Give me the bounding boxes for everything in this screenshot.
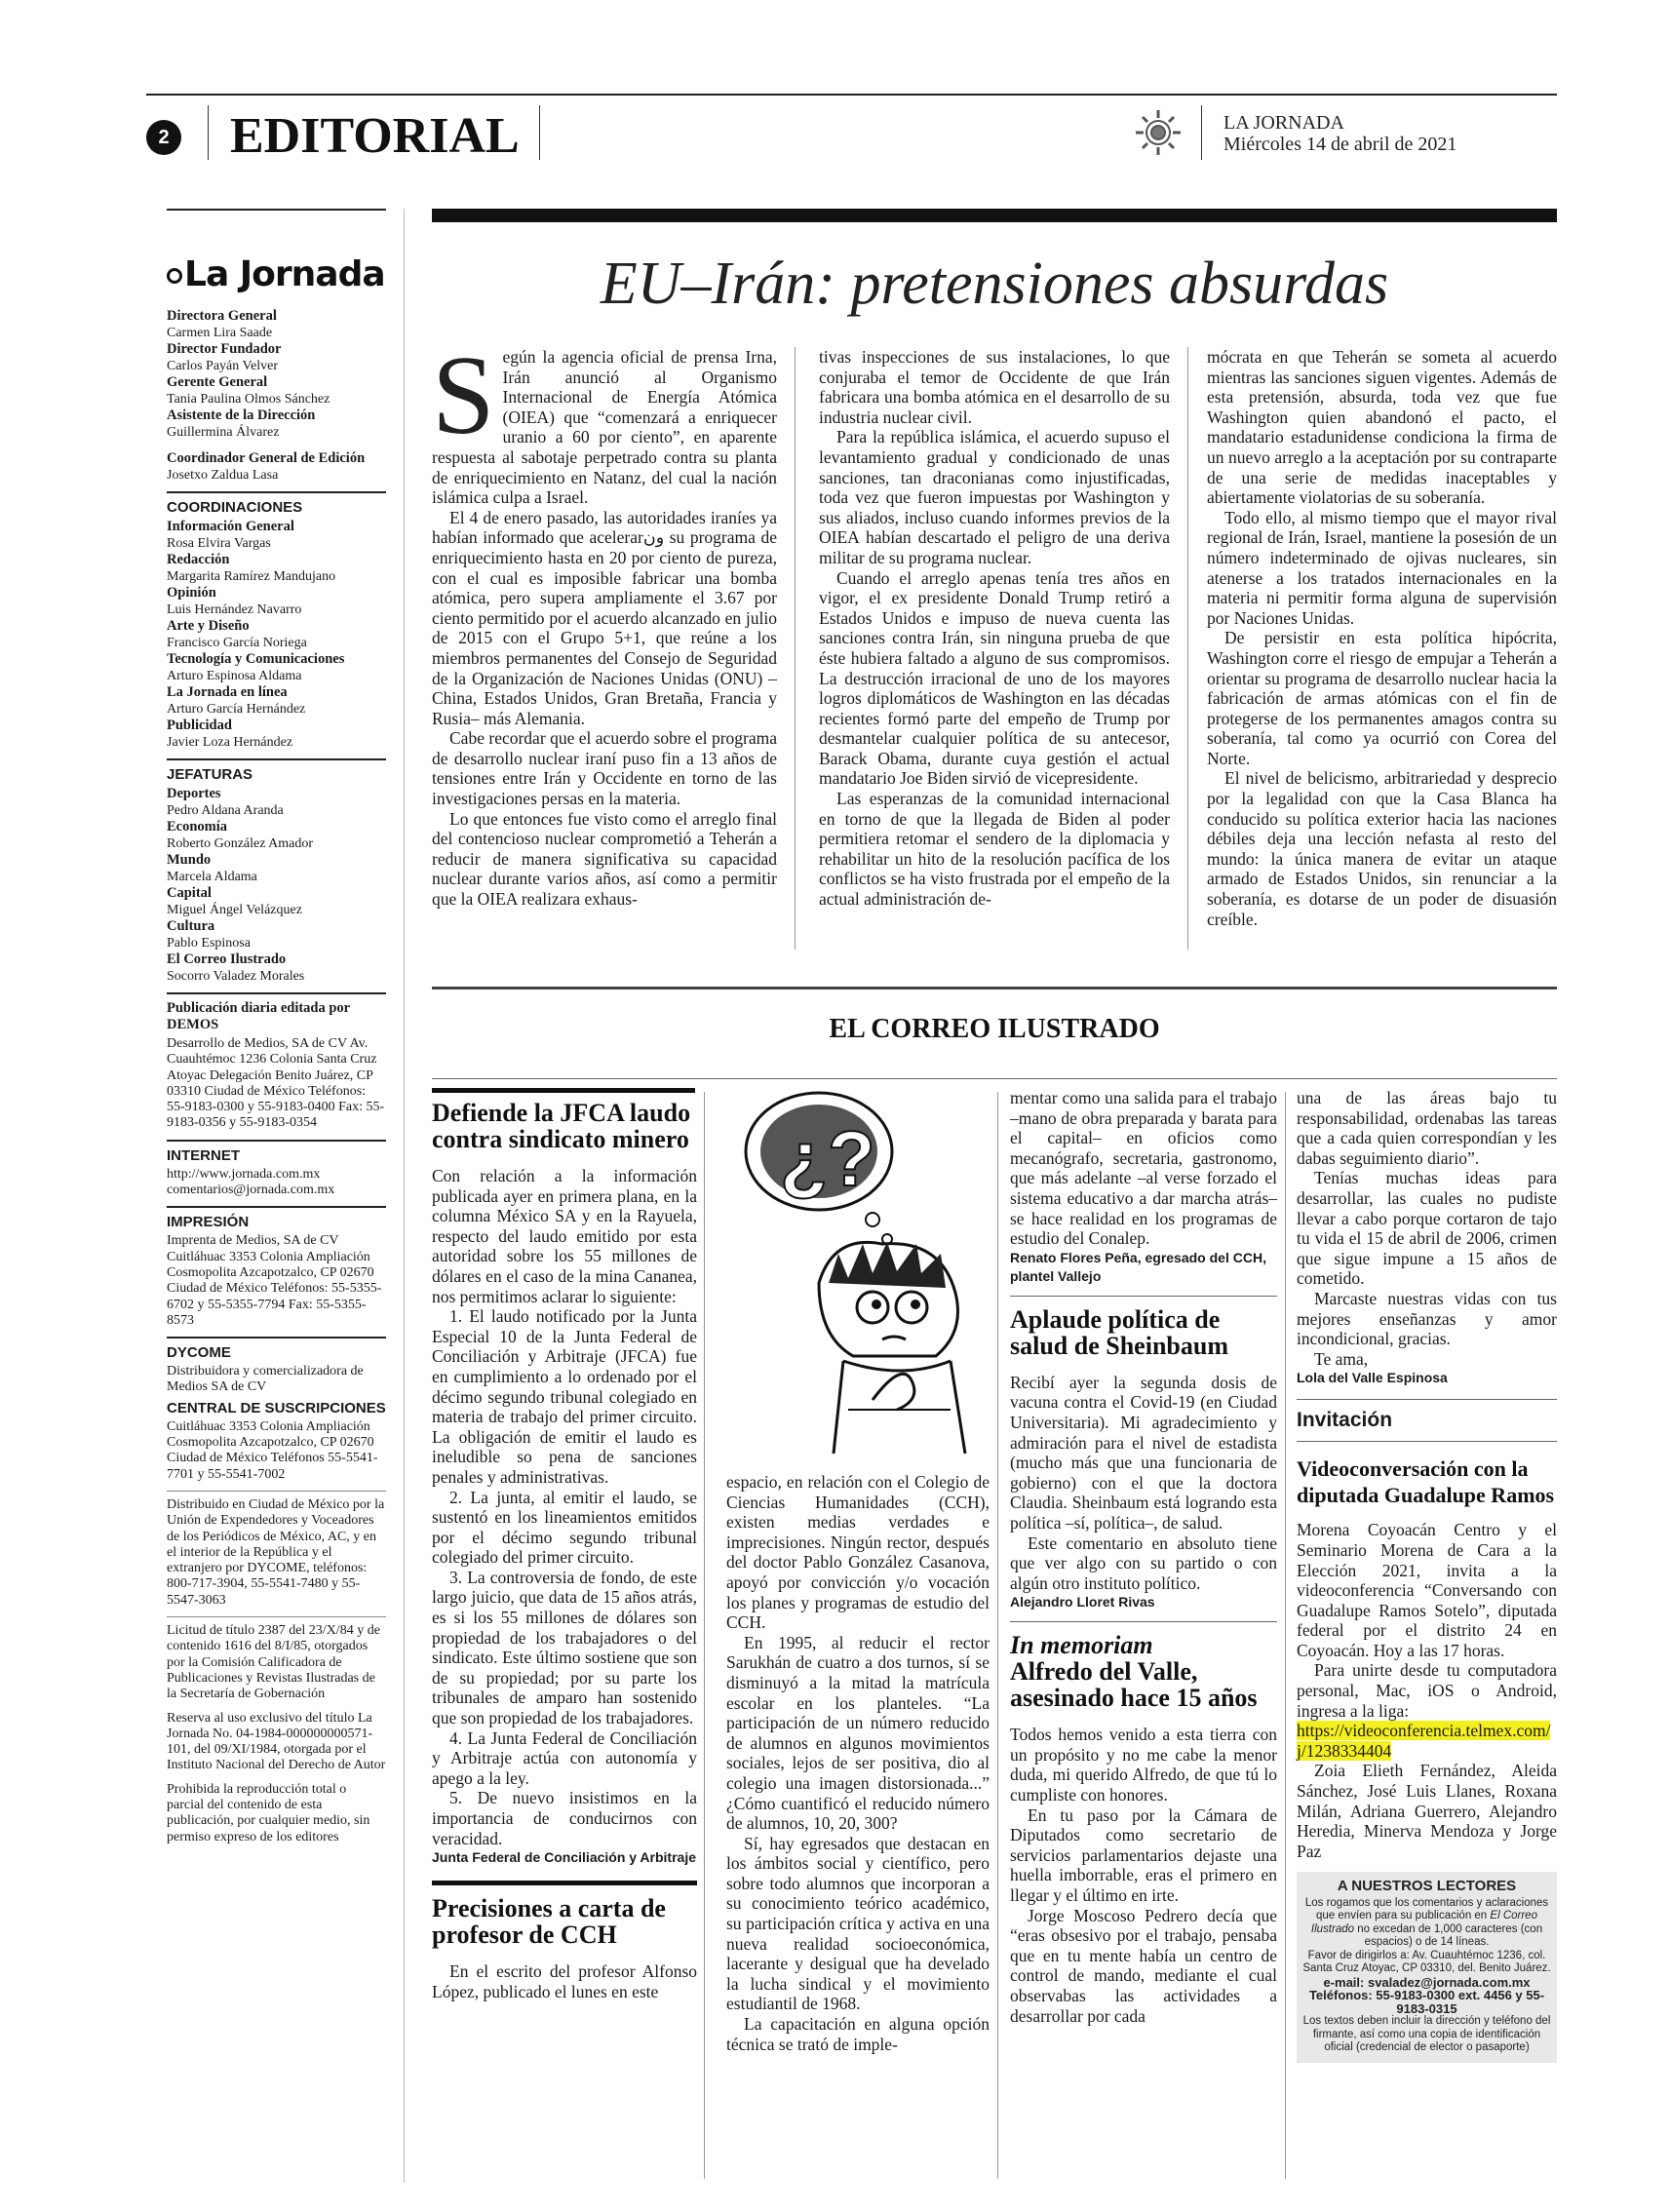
- staff-name: Socorro Valadez Morales: [167, 969, 305, 984]
- paragraph: En 1995, al reducir el rector Sarukhán de cuatro a dos turnos, sí se disminuyó a la mitad la matrícula escolar en los planteles. “La participación de un número reducido de alumnos en algunos movimientos sociales, lejos de ser positiva, dio al colegio una imagen distorsionada...” ¿Cómo cuantificó el reducido número de alumnos, 10, 20, 300?: [726, 1632, 990, 1834]
- staff-name: Guillermina Álvarez: [167, 425, 280, 440]
- invitacion-p1: Morena Coyoacán Centro y el Seminario Morena de Cara a la Elección 2021, invita a la videoconferencia “Conversando con Guadalupe Ramos Sotelo”, diputada federal por el distrito 24 en Coyoacán. Hoy a las 17 horas.: [1297, 1520, 1557, 1660]
- staff-name: Arturo García Hernández: [167, 702, 306, 717]
- jornada-logo: La Jornada: [167, 255, 386, 294]
- staff-role: Deportes: [167, 786, 221, 801]
- distribucion-text: Distribuido en Ciudad de México por la Unión de Expendedores y Voceadores de los Periódicos de México, AC, y en el interior de la República y el extranjero por DYCOME, teléfonos: 800-717-3904, 55-5541-7480 y 55-5547-3063: [167, 1496, 385, 1608]
- staff-name: Margarita Ramírez Mandujano: [167, 569, 336, 584]
- paragraph: Marcaste nuestras vidas con tus mejores enseñanzas y amor incondicional, gracias.: [1297, 1288, 1557, 1349]
- paragraph: 5. De nuevo insistimos en la importancia de conducirnos con veracidad.: [432, 1788, 697, 1848]
- staff-name: Carlos Payán Velver: [167, 359, 279, 373]
- paragraph: 1. El laudo notificado por la Junta Especial 10 de la Junta Federal de Conciliación y Arbitraje (JFCA) fue en cumplimiento a lo ordenado por el décimo segundo tribunal colegiado en materia de trabajo del primer circuito. La obligación de emitir el laudo es ineludible so pena de sanciones penales y administrativas.: [432, 1306, 697, 1487]
- invitacion-p3: Zoia Elieth Fernández, Aleida Sánchez, José Luis Llanes, Roxana Milán, Adriana Guerrero, Alejandro Heredia, Minerva Mendoza y Jorge Paz: [1297, 1761, 1557, 1861]
- page-number: 2: [158, 126, 170, 148]
- paragraph: 2. La junta, al emitir el laudo, se sustentó en los lineamientos emitidos por el décimo segundo tribunal colegiado del primer circuito.: [432, 1487, 697, 1568]
- videoconference-link[interactable]: https://videoconferencia.telmex.com/j/1238334404: [1297, 1721, 1551, 1761]
- paragraph: La capacitación en alguna opción técnica se trató de imple-: [726, 2014, 990, 2054]
- staff-name: Javier Loza Hernández: [167, 735, 293, 750]
- paragraph: espacio, en relación con el Colegio de Ciencias Humanidades (CCH), existen medias verdades e imprecisiones. Ningún rector, después del doctor Pablo González Casanova, apoyó por convicción y/o vocación los planes y programas de estudio del CCH.: [726, 1472, 990, 1633]
- paragraph: De persistir en esta política hipócrita, Washington corre el riesgo de empujar a Teherán a orientar su programa de desarrollo nuclear hacia la fabricación de armas atómicas con el fin de protegerse de los permanentes amagos contra su soberanía, tal como ya ocurrió con Corea del Norte.: [1207, 628, 1557, 768]
- letter2-signature: Renato Flores Peña, egresado del CCH, plantel Vallejo: [1010, 1249, 1266, 1284]
- staff-role: Opinión: [167, 585, 216, 601]
- issue-date: Miércoles 14 de abril de 2021: [1223, 134, 1457, 155]
- licitud-text: Licitud de título 2387 del 23/X/84 y de contenido 1616 del 8/I/85, otorgados por la Comisión Calificadora de Publicaciones y Revistas Ilustradas de la Secretaría de Gobernación: [167, 1623, 380, 1702]
- staff-name: Pedro Aldana Aranda: [167, 803, 284, 818]
- impresion-heading: IMPRESIÓN: [167, 1206, 386, 1230]
- staff-role: La Jornada en línea: [167, 684, 288, 700]
- staff-name: Arturo Espinosa Aldama: [167, 669, 302, 683]
- staff-name: Luis Hernández Navarro: [167, 602, 302, 617]
- paragraph: Recibí ayer la segunda dosis de vacuna contra el Covid-19 (en Ciudad Universitaria). Mi agradecimiento y admiración para el nivel de estadista (mucho más que una funcionaria de gobierno) con el que la doctora Claudia. Sheinbaum está logrando esta política –sí, política–, de salud.: [1010, 1372, 1277, 1533]
- editorial-title: EU–Irán: pretensiones absurdas: [600, 251, 1389, 317]
- cartoon-illustration: [726, 1088, 990, 1458]
- staff-role: Redacción: [167, 552, 230, 567]
- coordinaciones-heading: COORDINACIONES: [167, 491, 386, 516]
- paragraph: Todos hemos venido a esta tierra con un propósito y no me cabe la menor duda, mi querido Alfredo, de que tú lo cumpliste con honores.: [1010, 1725, 1277, 1805]
- editorial-col-2: [819, 347, 1170, 910]
- masthead: [167, 255, 386, 1845]
- paragraph: Cuando el arreglo apenas tenía tres años en vigor, el ex presidente Donald Trump retiró a Estados Unidos e impuso de nueva cuenta las sanciones contra Irán, sin ninguna prueba de que éste hubiera faltado a alguno de sus compromisos. La destrucción irracional de uno de los mayores logros diplomáticos de Washington en las décadas recientes formó parte del empeño de Trump por desmantelar cualquier política de su antecesor, Barack Obama, durante cuya gestión el actual mandatario Joe Biden sirvió de vicepresidente.: [819, 567, 1170, 789]
- staff-role: Directora General: [167, 308, 277, 324]
- paragraph: 4. La Junta Federal de Conciliación y Arbitraje actúa con autonomía y apego a la ley.: [432, 1727, 697, 1788]
- suscripciones-text: Cuitláhuac 3353 Colonia Ampliación Cosmopolita Azcapotzalco, CP 02670 Ciudad de México Teléfonos 55-5541-7701 y 55-5541-7002: [167, 1418, 378, 1482]
- letter3-signature: Alejandro Lloret Rivas: [1010, 1594, 1155, 1610]
- staff-name: Tania Paulina Olmos Sánchez: [167, 392, 330, 407]
- drop-cap: S: [432, 333, 495, 458]
- lectores-title: A NUESTROS LECTORES: [1337, 1878, 1517, 1894]
- staff-role: Tecnología y Comunicaciones: [167, 651, 345, 667]
- invitacion-p2: Para unirte desde tu computadora personal, Mac, iOS o Android, ingresa a la liga:: [1297, 1660, 1557, 1721]
- internet-heading: INTERNET: [167, 1140, 386, 1164]
- staff-name: Roberto González Amador: [167, 836, 314, 851]
- dycome-heading: DYCOME: [167, 1337, 386, 1361]
- editorial-col-3: [1207, 347, 1557, 929]
- page-number-badge: [146, 120, 181, 155]
- jornada-sun-icon: [1133, 107, 1184, 158]
- staff-role: Capital: [167, 885, 212, 901]
- lectores-phones: Teléfonos: 55-9183-0300 ext. 4456 y 55-9183-0315: [1308, 1988, 1545, 2016]
- letter3-headline: Aplaude política de salud de Sheinbaum: [1010, 1304, 1228, 1360]
- impresion-text: Imprenta de Medios, SA de CV Cuitláhuac 3353 Colonia Ampliación Cosmopolita Azcapotzalco, CP 02670 Ciudad de México Teléfonos: 55-5355-6702 y 55-5355-7794 Fax: 55-5355-8573: [167, 1233, 382, 1328]
- letter2-paragraph: En el escrito del profesor Alfonso López, publicado el lunes en este: [432, 1961, 697, 2001]
- letter4-signature: Lola del Valle Espinosa: [1297, 1370, 1448, 1386]
- editorial-col-1: [432, 333, 777, 910]
- demos-heading: Publicación diaria editada por DEMOS: [167, 992, 386, 1033]
- top-rule: [146, 94, 1557, 96]
- paragraph: Este comentario en absoluto tiene que ver algo con su partido o con algún otro instituto político.: [1010, 1533, 1277, 1593]
- editorial-top-bar: [432, 209, 1557, 222]
- staff-role: Gerente General: [167, 374, 268, 390]
- invitacion-label: Invitación: [1297, 1409, 1393, 1432]
- logo-mark-icon: [167, 268, 182, 284]
- paragraph: una de las áreas bajo tu responsabilidad, ordenabas las tareas que a cada quien correspondían y les dabas seguimiento diario”.: [1297, 1088, 1557, 1168]
- letter4-headline: Alfredo del Valle, asesinado hace 15 años: [1010, 1657, 1258, 1713]
- letter2-headline: Precisiones a carta de profesor de CCH: [432, 1894, 666, 1950]
- dycome-text: Distribuidora y comercializadora de Medios SA de CV: [167, 1364, 364, 1395]
- staff-name: Marcela Aldama: [167, 870, 257, 884]
- paragraph: Para la república islámica, el acuerdo supuso el levantamiento gradual y condicionado de unas sanciones, tan draconianas como injustificadas, toda vez que fueron impuestas por Washington y sus aliados, incluso cuando informes previos de la OIEA habían descartado el peligro de una deriva militar de su programa nuclear.: [819, 427, 1170, 567]
- paragraph: El nivel de belicismo, arbitrariedad y desprecio por la legalidad con que la Casa Blanca ha conducido su política exterior hacia las naciones débiles deja una lección nefasta al resto del mundo: la única manera de evitar un ataque armado de Estados Unidos, sin renunciar a la soberanía, es dotarse de un poder de disuasión creíble.: [1207, 768, 1557, 929]
- staff-role: Información General: [167, 519, 294, 534]
- staff-name: Rosa Elvira Vargas: [167, 536, 271, 551]
- letter4-headline-italic: In memoriam: [1010, 1631, 1153, 1660]
- paragraph: El 4 de enero pasado, las autoridades iraníes ya habían informado que acelerarون su programa de enriquecimiento hasta en 20 por ciento de pureza, con el cual es imposible fabricar una bomba atómica, pero supera ampliamente el 3.67 por ciento permitido por el acuerdo alcanzado en julio de 2015 con el Grupo 5+1, que reúne a los miembros permanentes del Consejo de Seguridad de la Organización de Naciones Unidas (ONU) –China, Estados Unidos, Gran Bretaña, Francia y Rusia– más Alemania.: [432, 507, 777, 728]
- section-title: EDITORIAL: [230, 108, 520, 164]
- coord-role: Coordinador General de Edición: [167, 450, 366, 466]
- paragraph: En tu paso por la Cámara de Diputados como secretario de servicios parlamentarios dejaste una huella imborrable, eras el primero en llegar y el último en irte.: [1010, 1805, 1277, 1906]
- paragraph: 3. La controversia de fondo, de este largo juicio, que data de 15 años atrás, es si los 55 millones de dólares son propiedad de los trabajadores o del sindicato. Este último sostiene que son de su propiedad; por su parte los tribunales de amparo han sostenido que son propiedad de los trabajadores.: [432, 1567, 697, 1728]
- staff-role: Mundo: [167, 852, 212, 868]
- correo-section-title: EL CORREO ILUSTRADO: [829, 1014, 1160, 1044]
- staff-name: Francisco García Noriega: [167, 636, 307, 650]
- paragraph: Te ama,: [1314, 1348, 1369, 1369]
- paragraph: egún la agencia oficial de prensa Irna, Irán anunció al Organismo Internacional de Energía Atómica (OIEA) que “comenzará a enriquecer uranio a 60 por ciento”, en aparente respuesta al sabotaje perpetrado contra su planta de enriquecimiento en Natanz, del cual la nación islámica culpa a Israel.: [432, 347, 777, 508]
- letter2-continued: mentar como una salida para el trabajo –mano de obra preparada y barata para el capital– en oficios como mecanógrafo, secretaria, gastronomo, que más adelante –al verse forzado el sistema educativo a dar marcha atrás– se hace realidad en los programas de estudio del Conalep.: [1010, 1088, 1277, 1249]
- paper-name: LA JORNADA: [1223, 112, 1344, 134]
- letter1-signature: Junta Federal de Conciliación y Arbitraje: [432, 1849, 696, 1866]
- coord-name: Josetxo Zaldua Lasa: [167, 468, 279, 483]
- staff-role: Arte y Diseño: [167, 618, 250, 634]
- staff-role: El Correo Ilustrado: [167, 951, 287, 967]
- paragraph: Tenías muchas ideas para desarrollar, las cuales no pudiste llevar a cabo porque cortaron de tajo tu vida el 15 de abril de 2006, crimen que sigue impune a 15 años de cometido.: [1297, 1168, 1557, 1289]
- staff-role: Director Fundador: [167, 341, 282, 357]
- lectores-email[interactable]: e-mail: svaladez@jornada.com.mx: [1323, 1974, 1531, 1990]
- svg-text:¿?: ¿?: [780, 1115, 875, 1202]
- paragraph: tivas inspecciones de sus instalaciones, lo que conjuraba el temor de Occidente de que Irán fabricara una bomba atómica en el desarrollo de su industria nuclear civil.: [819, 347, 1170, 427]
- demos-text: Desarrollo de Medios, SA de CV Av. Cuauhtémoc 1236 Colonia Santa Cruz Atoyac Delegación Benito Juárez, CP 03310 Ciudad de México Teléfonos: 55-9183-0300 y 55-9183-0400 Fax: 55-9183-0356 y 55-9183-0354: [167, 1036, 385, 1131]
- reserva-text: Reserva al uso exclusivo del título La Jornada No. 04-1984-000000000571-101, del 09/XI/1984, otorgada por el Instituto Nacional del Derecho de Autor: [167, 1710, 386, 1773]
- paragraph: Todo ello, al mismo tiempo que el mayor rival regional de Irán, Israel, mantiene la posesión de un número indeterminado de ojivas nucleares, sin atenerse a los tratados internacionales en la materia ni permitir forma alguna de supervisión por Naciones Unidas.: [1207, 507, 1557, 628]
- staff-name: Pablo Espinosa: [167, 936, 251, 951]
- lectores-box: A NUESTROS LECTORES Los rogamos que los comentarios y aclaraciones que envíen para su publicación en El Correo Ilustrado no excedan de 1,000 caracteres (con espacios) o de 14 líneas. Favor de dirigirlos a: Av. Cuauhtémoc 1236, col. Santa Cruz Atoyac, CP 03310, del. Benito Juárez. e-mail: svaladez@jornada.com.mx Teléfonos: 55-9183-0300 ext. 4456 y 55-9183-0315 Los textos deben incluir la dirección y teléfono del firmante, así como una copia de identificación oficial (credencial de elector o pasaporte): [1297, 1872, 1557, 2063]
- paragraph: Las esperanzas de la comunidad internacional en torno de que la llegada de Biden al poder permitiera retomar el sendero de la diplomacia y rehabilitar un hito de la resolución pacífica de los conflictos se ha visto frustrada por el empeño de la actual administración de-: [819, 789, 1170, 910]
- staff-name: Miguel Ángel Velázquez: [167, 903, 302, 917]
- staff-role: Economía: [167, 819, 228, 834]
- paragraph: Con relación a la información publicada ayer en primera plana, en la columna México SA y en la Rayuela, respecto del laudo emitido por esta autoridad sobre los 55 millones de dólares en el caso de la mina Cananea, nos permitimos aclarar lo siguiente:: [432, 1166, 697, 1306]
- prohibida-text: Prohibida la reproducción total o parcial del contenido de esta publicación, por cualquier medio, sin permiso expreso de los editores: [167, 1781, 370, 1844]
- paragraph: Lo que entonces fue visto como el arreglo final del contencioso nuclear comprometió a Teherán a reducir de manera significativa su capacidad nuclear durante varios años, así como a permitir que la OIEA realizara exhaus-: [432, 808, 777, 910]
- letter1-headline: Defiende la JFCA laudo contra sindicato minero: [432, 1099, 691, 1153]
- invitacion-headline: Videoconversación con la diputada Guadalupe Ramos: [1297, 1456, 1555, 1508]
- paragraph: Cabe recordar que el acuerdo sobre el programa de desarrollo nuclear iraní puso fin a 13 años de tensiones entre Irán y Occidente en torno de las investigaciones persas en la materia.: [432, 728, 777, 809]
- suscripciones-heading: CENTRAL DE SUSCRIPCIONES: [167, 1399, 386, 1416]
- staff-role: Cultura: [167, 918, 215, 934]
- jefaturas-heading: JEFATURAS: [167, 758, 386, 783]
- staff-role: Publicidad: [167, 718, 232, 733]
- internet-text[interactable]: http://www.jornada.com.mx comentarios@jornada.com.mx: [167, 1166, 335, 1198]
- paragraph: Jorge Moscoso Pedrero decía que “eras obsesivo por el trabajo, pensaba que en tu mente había un centro de control de mando, mediante el cual observabas las actividades a desarrollar por cada: [1010, 1905, 1277, 2026]
- paragraph: Sí, hay egresados que destacan en los ámbitos social y científico, pero sobre todo alumnos que incorporan a su conocimiento teórico académico, su participación crítica y activa en una nueva realidad socioeconómica, lacerante y desigual que ha develado la lucha sindical y el movimiento estudiantil de 1968.: [726, 1833, 990, 2014]
- staff-role: Asistente de la Dirección: [167, 407, 316, 423]
- staff-name: Carmen Lira Saade: [167, 326, 273, 340]
- paragraph: mócrata en que Teherán se someta al acuerdo mientras las sanciones siguen vigentes. Además de esta pretensión, absurda, toda vez que fue Washington quien abandonó el pacto, el mandatario estadunidense condiciona la firma de un nuevo arreglo a la aceptación por su contraparte de una serie de medidas inaceptables y abiertamente violatorias de su soberanía.: [1207, 347, 1557, 508]
